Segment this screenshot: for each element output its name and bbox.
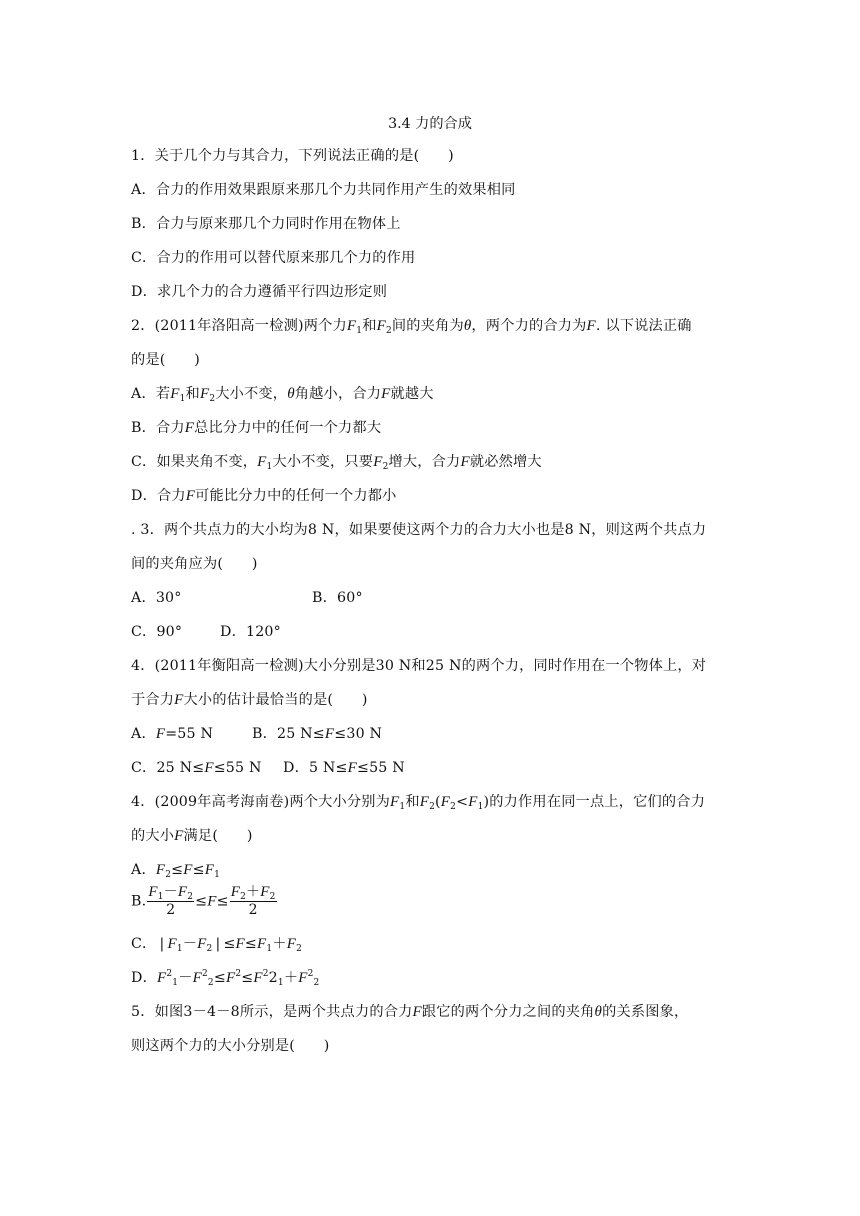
q3-option-a: A．30° [131,590,182,606]
q4a-stem-line2: 于合力F大小的估计最恰当的是( ) [131,692,368,708]
q4b-option-a: A．$F_2\le F\le F_1$ [131,862,221,880]
q4b-option-c: C． | $F_1-F_2$ | $\le F\le F_1+F_2$ [131,936,303,954]
q4a-option-a: A．F=55 N [131,726,214,742]
fraction-sum: $\frac{F_2+F_2}{2}$ [230,884,276,918]
q4a-option-c: C．25 N≤F≤55 N [131,760,262,776]
q2-stem: 2．(2011年洛阳高一检测)两个力$F_1$和$F_2$间的夹角为θ，两个力的合力为F. 以下说法正确 [131,318,692,336]
q4b-stem: 4．(2009年高考海南卷)两个大小分别为$F_1$和$F_2(F_2<F_1)$的力作用在同一点上，它们的合力 [131,794,706,812]
q5-stem: 5．如图3－4－8所示，是两个共点力的合力F跟它的两个分力之间的夹角θ的关系图象， [131,1004,689,1020]
q1-stem: 1．关于几个力与其合力，下列说法正确的是( ) [131,148,454,164]
q1-option-b: B．合力与原来那几个力同时作用在物体上 [131,216,401,232]
q1-option-d: D．求几个力的合力遵循平行四边形定则 [131,284,388,300]
q4a-stem: 4．(2011年衡阳高一检测)大小分别是30 N和25 N的两个力，同时作用在一个物体上，对 [131,658,707,674]
q4b-option-d: D．$F^2_1-F^2_2\le F^2\le F^22_1+F^2_2$ [131,969,320,988]
q4b-stem-line2: 的大小F满足( ) [131,828,253,844]
q3-option-b: B．60° [312,590,363,606]
q4a-option-d: D．5 N≤F≤55 N [283,760,405,776]
q4b-option-b: B. $\frac{F_1-F_2}{2}$ ≤F≤ $\frac{F_2+F_2}{2}$ [131,884,276,918]
q3-stem: . 3．两个共点力的大小均为8 N，如果要使这两个力的合力大小也是8 N，则这两个共点力 [131,522,707,538]
q2-option-b: B．合力F总比分力中的任何一个力都大 [131,420,382,436]
q1-option-c: C．合力的作用可以替代原来那几个力的作用 [131,250,416,266]
q3-option-c: C．90° [131,624,183,640]
q3-option-d: D．120° [220,624,281,640]
fraction-difference: $\frac{F_1-F_2}{2}$ [148,884,194,918]
q3-stem-line2: 间的夹角应为( ) [131,556,258,572]
q4a-option-b: B．25 N≤F≤30 N [252,726,383,742]
q2-option-a: A．若$F_1$和$F_2$大小不变，θ角越小，合力F就越大 [131,386,434,404]
q5-stem-line2: 则这两个力的大小分别是( ) [131,1038,330,1054]
q1-option-a: A．合力的作用效果跟原来那几个力共同作用产生的效果相同 [131,182,516,198]
page-title: 3.4 力的合成 [388,116,472,132]
q2-option-d: D．合力F可能比分力中的任何一个力都小 [131,488,397,504]
q2-option-c: C．如果夹角不变，$F_1$大小不变，只要$F_2$增大，合力F就必然增大 [131,454,542,472]
q2-stem-line2: 的是( ) [131,352,201,368]
